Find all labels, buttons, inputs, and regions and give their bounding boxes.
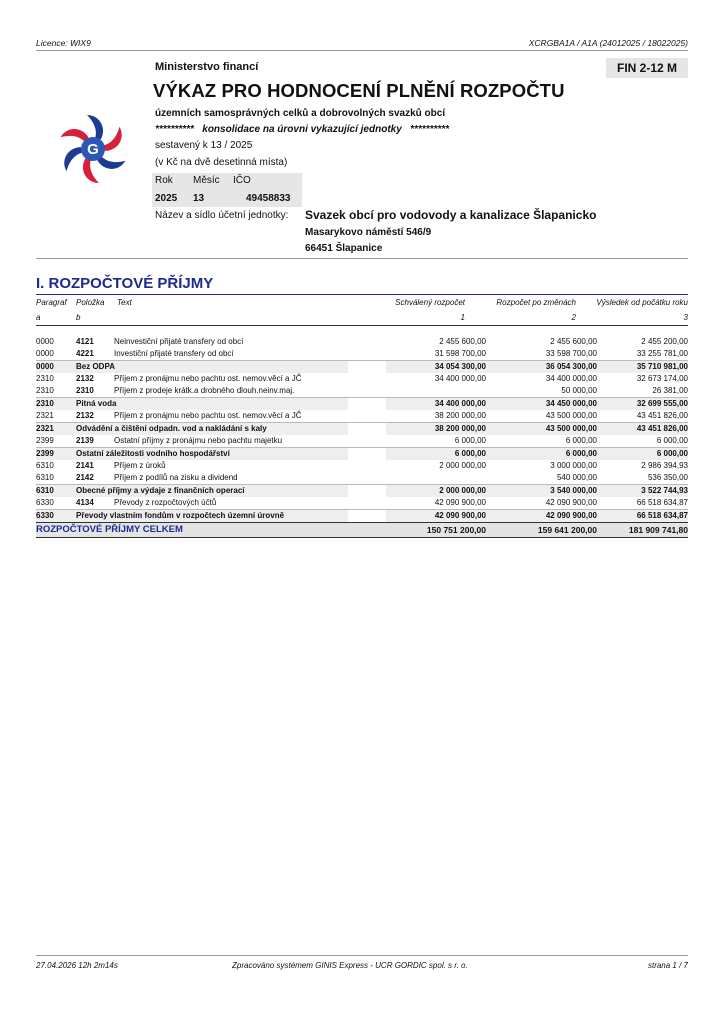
col-vysledek: Výsledek od počátku roku xyxy=(596,298,688,307)
footer-timestamp: 27.04.2026 12h 2m14s xyxy=(36,961,118,970)
footer-divider xyxy=(36,955,688,956)
row-vysledek: 536 350,00 xyxy=(647,473,688,482)
row-paragraf: 2399 xyxy=(36,436,54,445)
entity-city: 66451 Šlapanice xyxy=(305,243,383,254)
table-row xyxy=(36,348,688,361)
row-vysledek: 32 673 174,00 xyxy=(636,374,688,383)
row-schvaleny: 34 400 000,00 xyxy=(434,374,486,383)
row-text: Příjem z úroků xyxy=(114,461,166,470)
row-paragraf: 6310 xyxy=(36,473,54,482)
row-schvaleny: 42 090 900,00 xyxy=(386,510,486,523)
ministry-label: Ministerstvo financí xyxy=(155,61,259,73)
row-paragraf: 2399 xyxy=(36,448,76,461)
grand-total-label: ROZPOČTOVÉ PŘÍJMY CELKEM xyxy=(36,523,386,538)
row-text: Příjem z prodeje krátk.a drobného dlouh.neinv.maj. xyxy=(114,386,295,395)
entity-street: Masarykovo náměstí 546/9 xyxy=(305,227,432,238)
row-po-zmenach: 34 400 000,00 xyxy=(545,374,597,383)
table-row xyxy=(36,472,688,485)
consolidation-text: konsolidace na úrovni vykazující jednotky xyxy=(202,124,402,135)
grand-total-vysledek: 181 909 741,80 xyxy=(597,523,688,538)
row-po-zmenach: 540 000,00 xyxy=(556,473,597,482)
row-schvaleny: 2 455 600,00 xyxy=(439,337,486,346)
row-vysledek: 2 455 200,00 xyxy=(641,337,688,346)
ico-value: 49458833 xyxy=(246,193,291,204)
row-paragraf: 6310 xyxy=(36,485,76,498)
row-paragraf: 2321 xyxy=(36,423,76,436)
row-text: Bez ODPA xyxy=(76,361,348,374)
row-schvaleny: 34 400 000,00 xyxy=(386,398,486,411)
row-schvaleny: 38 200 000,00 xyxy=(386,423,486,436)
row-schvaleny: 38 200 000,00 xyxy=(434,411,486,420)
compiled-date: sestavený k 13 / 2025 xyxy=(155,140,253,151)
row-po-zmenach: 50 000,00 xyxy=(561,386,597,395)
row-text: Příjem z pronájmu nebo pachtu ost. nemov.věcí a JČ xyxy=(114,411,302,420)
column-header-divider xyxy=(36,325,688,326)
row-po-zmenach: 36 054 300,00 xyxy=(486,361,597,374)
row-schvaleny: 34 054 300,00 xyxy=(386,361,486,374)
subtotal-row xyxy=(36,423,688,436)
stars-left: ********** xyxy=(155,124,194,135)
row-text: Ostatní příjmy z pronájmu nebo pachtu majetku xyxy=(114,436,283,445)
row-vysledek: 33 255 781,00 xyxy=(636,349,688,358)
col-schvaleny: Schválený rozpočet xyxy=(395,298,465,307)
row-polozka: 2139 xyxy=(76,436,94,445)
entity-label: Název a sídlo účetní jednotky: xyxy=(155,210,289,221)
row-schvaleny xyxy=(386,385,486,398)
footer-system: Zpracováno systémem GINIS Express - UCR GORDIC spol. s r. o. xyxy=(232,961,468,970)
row-text: Odvádění a čištění odpadn. vod a nakládání s kaly xyxy=(76,423,348,436)
row-paragraf: 2310 xyxy=(36,386,54,395)
licence-label: Licence: WIX9 xyxy=(36,38,91,48)
row-paragraf: 0000 xyxy=(36,337,54,346)
row-vysledek: 3 522 744,93 xyxy=(597,485,688,498)
col-text: Text xyxy=(117,298,132,307)
row-paragraf: 2310 xyxy=(36,374,54,383)
row-vysledek: 43 451 826,00 xyxy=(597,423,688,436)
row-polozka: 4121 xyxy=(76,337,94,346)
row-text: Příjem z podílů na zisku a dividend xyxy=(114,473,238,482)
subtotal-row xyxy=(36,361,688,374)
subtotal-row xyxy=(36,398,688,411)
row-paragraf: 2321 xyxy=(36,411,54,420)
row-vysledek: 66 518 634,87 xyxy=(597,510,688,523)
row-paragraf: 6310 xyxy=(36,461,54,470)
table-row xyxy=(36,373,688,385)
grand-total-schvaleny: 150 751 200,00 xyxy=(386,523,486,538)
row-polozka: 4134 xyxy=(76,498,94,507)
row-text: Investiční přijaté transfery od obcí xyxy=(114,349,234,358)
logo-letter: G xyxy=(87,141,99,158)
header-divider xyxy=(36,258,688,259)
row-vysledek: 26 381,00 xyxy=(652,386,688,395)
grand-total-po-zmenach: 159 641 200,00 xyxy=(486,523,597,538)
row-text: Příjem z pronájmu nebo pachtu ost. nemov.věcí a JČ xyxy=(114,374,302,383)
row-po-zmenach: 6 000,00 xyxy=(565,436,597,445)
table-row xyxy=(36,410,688,423)
row-vysledek: 6 000,00 xyxy=(597,448,688,461)
page-title: VÝKAZ PRO HODNOCENÍ PLNĚNÍ ROZPOČTU xyxy=(153,80,565,101)
row-vysledek: 35 710 981,00 xyxy=(597,361,688,374)
table-row xyxy=(36,497,688,510)
table-row xyxy=(36,460,688,472)
subtotal-row xyxy=(36,485,688,498)
row-paragraf: 6330 xyxy=(36,510,76,523)
gordic-logo-icon xyxy=(52,108,134,190)
row-po-zmenach: 33 598 700,00 xyxy=(545,349,597,358)
row-polozka: 2132 xyxy=(76,374,94,383)
subtotal-row xyxy=(36,510,688,523)
col-n1: 1 xyxy=(460,313,465,322)
row-text: Obecné příjmy a výdaje z finančních operací xyxy=(76,485,348,498)
row-vysledek: 6 000,00 xyxy=(656,436,688,445)
row-vysledek: 32 699 555,00 xyxy=(597,398,688,411)
stars-right: ********** xyxy=(410,124,450,135)
row-paragraf: 0000 xyxy=(36,349,54,358)
consolidation-line xyxy=(155,124,449,135)
mesic-label: Měsíc xyxy=(193,175,220,186)
row-polozka: 2141 xyxy=(76,461,94,470)
col-n3: 3 xyxy=(683,313,688,322)
subtotal-row xyxy=(36,448,688,461)
row-paragraf: 6330 xyxy=(36,498,54,507)
row-paragraf: 2310 xyxy=(36,398,76,411)
row-schvaleny: 6 000,00 xyxy=(386,448,486,461)
footer-page-number: strana 1 / 7 xyxy=(647,961,688,970)
mesic-value: 13 xyxy=(193,193,205,204)
section-title: I. ROZPOČTOVÉ PŘÍJMY xyxy=(36,275,214,292)
row-text: Převody vlastním fondům v rozpočtech územní úrovně xyxy=(76,510,348,523)
row-text: Převody z rozpočtových účtů xyxy=(114,498,217,507)
form-version-code: XCRGBA1A / A1A (24012025 / 18022025) xyxy=(528,38,688,48)
row-po-zmenach: 6 000,00 xyxy=(486,448,597,461)
row-vysledek: 43 451 826,00 xyxy=(636,411,688,420)
row-po-zmenach: 3 540 000,00 xyxy=(486,485,597,498)
col-paragraf: Paragraf xyxy=(36,298,67,307)
row-paragraf: 0000 xyxy=(36,361,76,374)
ico-label: IČO xyxy=(233,175,251,186)
grand-total-row xyxy=(36,523,688,538)
row-schvaleny xyxy=(386,472,486,485)
row-po-zmenach: 43 500 000,00 xyxy=(545,411,597,420)
table-row xyxy=(36,336,688,348)
rok-value: 2025 xyxy=(155,193,178,204)
col-n2: 2 xyxy=(571,313,576,322)
col-po-zmenach: Rozpočet po změnách xyxy=(496,298,576,307)
row-schvaleny: 2 000 000,00 xyxy=(386,485,486,498)
rok-label: Rok xyxy=(155,175,173,186)
row-schvaleny: 6 000,00 xyxy=(454,436,486,445)
row-text: Pitná voda xyxy=(76,398,348,411)
row-po-zmenach: 3 000 000,00 xyxy=(550,461,597,470)
row-po-zmenach: 42 090 900,00 xyxy=(486,510,597,523)
col-polozka: Položka xyxy=(76,298,105,307)
row-schvaleny: 31 598 700,00 xyxy=(434,349,486,358)
row-vysledek: 66 518 634,87 xyxy=(636,498,688,507)
row-po-zmenach: 34 450 000,00 xyxy=(486,398,597,411)
entity-name: Svazek obcí pro vodovody a kanalizace Šlapanicko xyxy=(305,208,597,222)
section-underline xyxy=(36,294,688,295)
col-b: b xyxy=(76,313,81,322)
revenue-table xyxy=(36,336,688,538)
units-note: (v Kč na dvě desetinná místa) xyxy=(155,157,288,168)
page-subtitle: územních samosprávných celků a dobrovolných svazků obcí xyxy=(155,108,446,119)
row-text: Ostatní záležitosti vodního hospodářství xyxy=(76,448,348,461)
row-po-zmenach: 2 455 600,00 xyxy=(550,337,597,346)
row-polozka: 2310 xyxy=(76,386,94,395)
table-row xyxy=(36,435,688,448)
row-schvaleny: 42 090 900,00 xyxy=(434,498,486,507)
row-polozka: 4221 xyxy=(76,349,94,358)
top-divider xyxy=(36,50,688,51)
row-po-zmenach: 42 090 900,00 xyxy=(545,498,597,507)
col-a: a xyxy=(36,313,41,322)
row-po-zmenach: 43 500 000,00 xyxy=(486,423,597,436)
row-polozka: 2132 xyxy=(76,411,94,420)
row-schvaleny: 2 000 000,00 xyxy=(439,461,486,470)
form-code-badge: FIN 2-12 M xyxy=(606,58,688,78)
row-vysledek: 2 986 394,93 xyxy=(641,461,688,470)
row-polozka: 2142 xyxy=(76,473,94,482)
row-text: Neinvestiční přijaté transfery od obcí xyxy=(114,337,244,346)
table-row xyxy=(36,385,688,398)
